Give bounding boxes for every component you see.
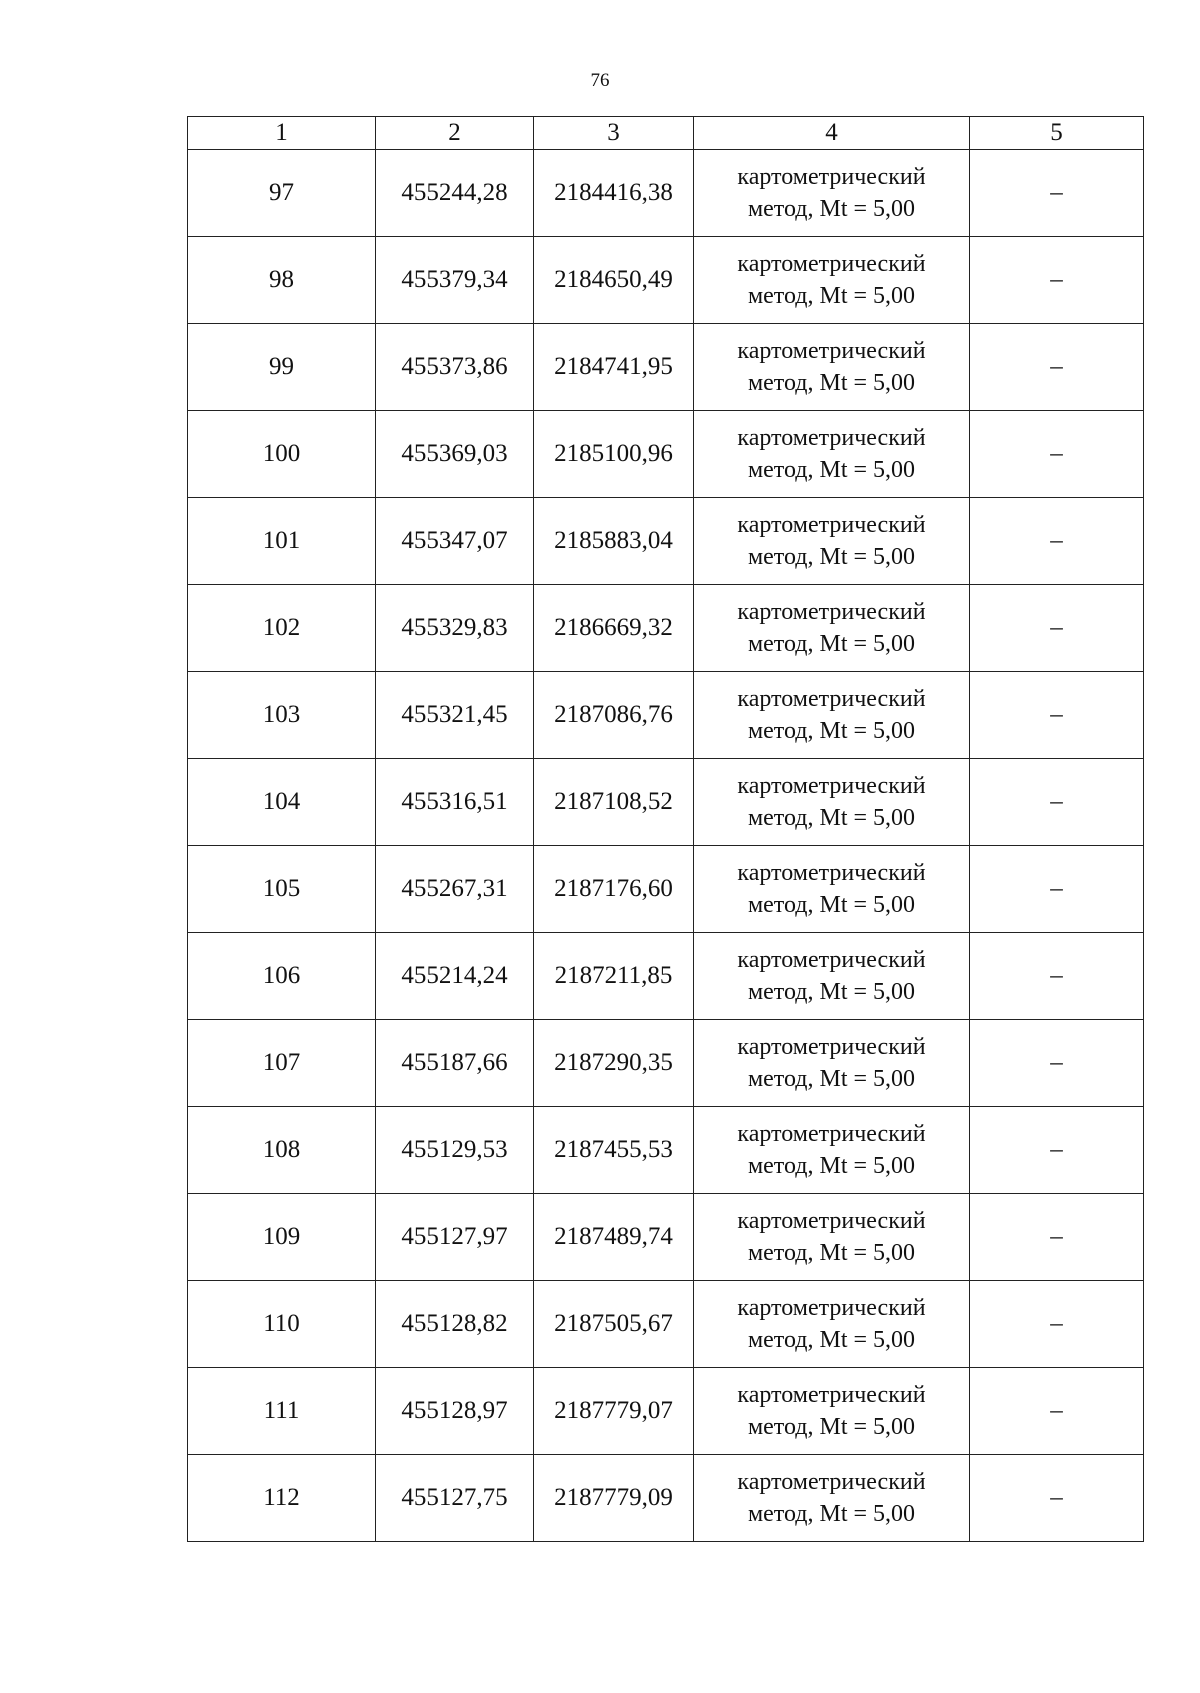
method-line-1: картометрический [737, 338, 926, 364]
method-cell [694, 1455, 970, 1542]
method-cell [694, 237, 970, 324]
note-cell: – [970, 1281, 1144, 1368]
table-row [188, 1107, 1144, 1194]
method-line-2: метод, Mt = 5,00 [747, 370, 916, 396]
point-number-cell: 108 [188, 1107, 376, 1194]
y-coordinate-cell: 2187108,52 [534, 759, 694, 846]
x-coordinate-cell: 455373,86 [376, 324, 534, 411]
note-cell: – [970, 1368, 1144, 1455]
y-coordinate-cell: 2187505,67 [534, 1281, 694, 1368]
method-line-2: метод, Mt = 5,00 [747, 1240, 916, 1266]
x-coordinate-cell: 455379,34 [376, 237, 534, 324]
point-number-cell: 102 [188, 585, 376, 672]
method-line-1: картометрический [737, 425, 926, 451]
x-coordinate-cell: 455347,07 [376, 498, 534, 585]
x-coordinate-cell: 455187,66 [376, 1020, 534, 1107]
method-cell [694, 1281, 970, 1368]
x-coordinate-cell: 455369,03 [376, 411, 534, 498]
point-number-cell: 103 [188, 672, 376, 759]
method-cell [694, 759, 970, 846]
x-coordinate-cell: 455128,97 [376, 1368, 534, 1455]
note-cell: – [970, 1194, 1144, 1281]
method-line-1: картометрический [737, 860, 926, 886]
table-row [188, 324, 1144, 411]
method-cell [694, 672, 970, 759]
x-coordinate-cell: 455316,51 [376, 759, 534, 846]
y-coordinate-cell: 2184650,49 [534, 237, 694, 324]
method-line-2: метод, Mt = 5,00 [747, 718, 916, 744]
table-row [188, 1368, 1144, 1455]
method-line-1: картометрический [737, 1295, 926, 1321]
method-line-1: картометрический [737, 686, 926, 712]
column-header-4: 4 [694, 117, 970, 150]
method-line-2: метод, Mt = 5,00 [747, 1501, 916, 1527]
x-coordinate-cell: 455321,45 [376, 672, 534, 759]
note-cell: – [970, 150, 1144, 237]
column-header-3: 3 [534, 117, 694, 150]
method-line-1: картометрический [737, 599, 926, 625]
table-row [188, 150, 1144, 237]
method-line-2: метод, Mt = 5,00 [747, 283, 916, 309]
y-coordinate-cell: 2184416,38 [534, 150, 694, 237]
y-coordinate-cell: 2187489,74 [534, 1194, 694, 1281]
method-cell [694, 150, 970, 237]
method-line-2: метод, Mt = 5,00 [747, 544, 916, 570]
y-coordinate-cell: 2185883,04 [534, 498, 694, 585]
note-cell: – [970, 1107, 1144, 1194]
method-line-1: картометрический [737, 1469, 926, 1495]
method-line-1: картометрический [737, 512, 926, 538]
y-coordinate-cell: 2186669,32 [534, 585, 694, 672]
point-number-cell: 106 [188, 933, 376, 1020]
x-coordinate-cell: 455244,28 [376, 150, 534, 237]
table-row [188, 585, 1144, 672]
note-cell: – [970, 324, 1144, 411]
table-row [188, 411, 1144, 498]
point-number-cell: 107 [188, 1020, 376, 1107]
method-cell [694, 324, 970, 411]
x-coordinate-cell: 455128,82 [376, 1281, 534, 1368]
table-row [188, 237, 1144, 324]
y-coordinate-cell: 2187779,07 [534, 1368, 694, 1455]
x-coordinate-cell: 455129,53 [376, 1107, 534, 1194]
method-line-2: метод, Mt = 5,00 [747, 805, 916, 831]
point-number-cell: 97 [188, 150, 376, 237]
point-number-cell: 104 [188, 759, 376, 846]
note-cell: – [970, 672, 1144, 759]
table-row [188, 1281, 1144, 1368]
method-line-2: метод, Mt = 5,00 [747, 892, 916, 918]
point-number-cell: 110 [188, 1281, 376, 1368]
column-header-2: 2 [376, 117, 534, 150]
y-coordinate-cell: 2187779,09 [534, 1455, 694, 1542]
method-line-1: картометрический [737, 1121, 926, 1147]
method-line-1: картометрический [737, 947, 926, 973]
note-cell: – [970, 1455, 1144, 1542]
method-cell [694, 1194, 970, 1281]
method-cell [694, 1368, 970, 1455]
y-coordinate-cell: 2187211,85 [534, 933, 694, 1020]
method-cell [694, 411, 970, 498]
method-line-1: картометрический [737, 1034, 926, 1060]
table-body [188, 150, 1144, 1542]
method-line-2: метод, Mt = 5,00 [747, 631, 916, 657]
note-cell: – [970, 411, 1144, 498]
y-coordinate-cell: 2184741,95 [534, 324, 694, 411]
y-coordinate-cell: 2185100,96 [534, 411, 694, 498]
method-cell [694, 933, 970, 1020]
point-number-cell: 109 [188, 1194, 376, 1281]
point-number-cell: 98 [188, 237, 376, 324]
y-coordinate-cell: 2187455,53 [534, 1107, 694, 1194]
method-cell [694, 498, 970, 585]
x-coordinate-cell: 455329,83 [376, 585, 534, 672]
point-number-cell: 111 [188, 1368, 376, 1455]
note-cell: – [970, 846, 1144, 933]
x-coordinate-cell: 455127,97 [376, 1194, 534, 1281]
note-cell: – [970, 585, 1144, 672]
method-line-1: картометрический [737, 251, 926, 277]
x-coordinate-cell: 455267,31 [376, 846, 534, 933]
method-cell [694, 846, 970, 933]
method-line-1: картометрический [737, 164, 926, 190]
method-line-2: метод, Mt = 5,00 [747, 1327, 916, 1353]
point-number-cell: 101 [188, 498, 376, 585]
table-row [188, 1455, 1144, 1542]
column-header-5: 5 [970, 117, 1144, 150]
method-line-1: картометрический [737, 773, 926, 799]
method-line-1: картометрический [737, 1382, 926, 1408]
method-line-2: метод, Mt = 5,00 [747, 979, 916, 1005]
table-row [188, 498, 1144, 585]
method-cell [694, 585, 970, 672]
table-row [188, 933, 1144, 1020]
table-row [188, 672, 1144, 759]
table-header-row [188, 117, 1144, 150]
table-row [188, 1020, 1144, 1107]
note-cell: – [970, 1020, 1144, 1107]
method-line-2: метод, Mt = 5,00 [747, 457, 916, 483]
page-number: 76 [590, 70, 610, 91]
x-coordinate-cell: 455127,75 [376, 1455, 534, 1542]
point-number-cell: 100 [188, 411, 376, 498]
method-line-2: метод, Mt = 5,00 [747, 1066, 916, 1092]
table-row [188, 846, 1144, 933]
point-number-cell: 99 [188, 324, 376, 411]
method-cell [694, 1107, 970, 1194]
note-cell: – [970, 933, 1144, 1020]
y-coordinate-cell: 2187086,76 [534, 672, 694, 759]
point-number-cell: 105 [188, 846, 376, 933]
method-line-2: метод, Mt = 5,00 [747, 1153, 916, 1179]
y-coordinate-cell: 2187176,60 [534, 846, 694, 933]
method-cell [694, 1020, 970, 1107]
x-coordinate-cell: 455214,24 [376, 933, 534, 1020]
coordinates-table [187, 116, 1144, 1542]
table-row [188, 759, 1144, 846]
column-header-1: 1 [188, 117, 376, 150]
note-cell: – [970, 498, 1144, 585]
y-coordinate-cell: 2187290,35 [534, 1020, 694, 1107]
table-row [188, 1194, 1144, 1281]
note-cell: – [970, 759, 1144, 846]
method-line-1: картометрический [737, 1208, 926, 1234]
method-line-2: метод, Mt = 5,00 [747, 1414, 916, 1440]
point-number-cell: 112 [188, 1455, 376, 1542]
method-line-2: метод, Mt = 5,00 [747, 196, 916, 222]
note-cell: – [970, 237, 1144, 324]
